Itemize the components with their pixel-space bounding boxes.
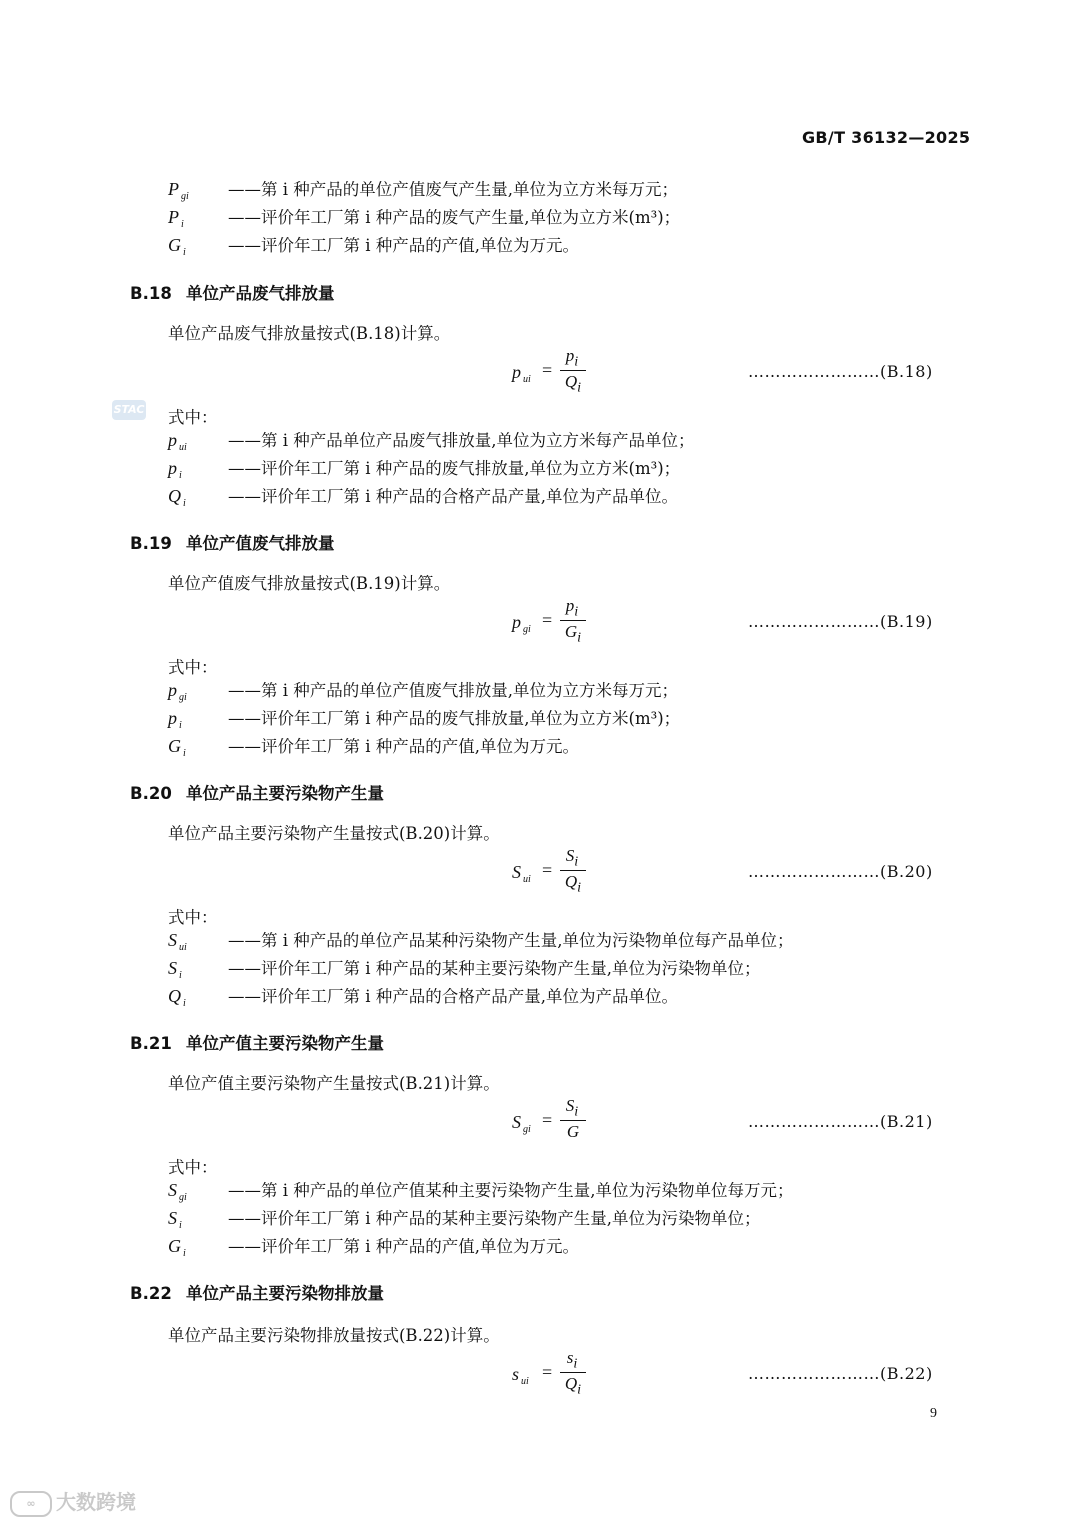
- formula: S $_{gi}$ = $S_i$ G: [512, 1100, 592, 1146]
- page-number: 9: [930, 1406, 937, 1421]
- symbol: p $_{gi}$: [168, 680, 187, 703]
- formula: s $_{ui}$ = $s_i$ $Q_i$: [512, 1352, 592, 1398]
- symbol: p $_i$: [168, 708, 182, 731]
- definition-line: S $_i$ ——评价年工厂第 i 种产品的某种主要污染物产生量,单位为污染物单位；: [168, 1207, 761, 1237]
- definition-line: G $_i$ ——评价年工厂第 i 种产品的产值,单位为万元。: [168, 735, 579, 765]
- stac-logo: STAC: [112, 400, 146, 420]
- definition-line: p $_{gi}$ ——第 i 种产品的单位产值废气排放量,单位为立方米每万元；: [168, 679, 678, 709]
- where-label: 式中：: [168, 408, 218, 427]
- definition-line: Q $_i$ ——评价年工厂第 i 种产品的合格产品产量,单位为产品单位。: [168, 485, 678, 515]
- paragraph: 单位产品废气排放量按式(B.18)计算。: [168, 324, 451, 343]
- equation-number: ……………………(B.20): [748, 862, 933, 881]
- definition-line: P $_i$ ——评价年工厂第 i 种产品的废气产生量,单位为立方米(m³)；: [168, 206, 680, 236]
- symbol: P $_{gi}$: [168, 179, 189, 202]
- formula: p $_{gi}$ = $p_i$ $G_i$: [512, 600, 592, 646]
- symbol: p $_i$: [168, 458, 182, 481]
- section-heading: B.19 单位产值废气排放量: [130, 534, 335, 553]
- definition-line: G $_i$ ——评价年工厂第 i 种产品的产值,单位为万元。: [168, 1235, 579, 1265]
- definition-line: p $_{ui}$ ——第 i 种产品单位产品废气排放量,单位为立方米每产品单位；: [168, 429, 695, 459]
- symbol: S $_{gi}$: [168, 1180, 187, 1203]
- equation-number: ……………………(B.19): [748, 612, 933, 631]
- definition-line: p $_i$ ——评价年工厂第 i 种产品的废气排放量,单位为立方米(m³)；: [168, 457, 680, 487]
- where-label: 式中：: [168, 908, 218, 927]
- watermark: ∞ 大数跨境: [10, 1486, 136, 1517]
- paragraph: 单位产值废气排放量按式(B.19)计算。: [168, 574, 451, 593]
- equation-number: ……………………(B.18): [748, 362, 933, 381]
- paragraph: 单位产品主要污染物产生量按式(B.20)计算。: [168, 824, 500, 843]
- symbol: S $_{ui}$: [168, 930, 187, 953]
- definition-line: P $_{gi}$ ——第 i 种产品的单位产值废气产生量,单位为立方米每万元；: [168, 178, 678, 208]
- paragraph: 单位产品主要污染物排放量按式(B.22)计算。: [168, 1326, 500, 1345]
- symbol: G $_i$: [168, 736, 186, 759]
- link-icon: ∞: [10, 1491, 52, 1517]
- definition-line: G $_i$ ——评价年工厂第 i 种产品的产值,单位为万元。: [168, 234, 579, 264]
- symbol: P $_i$: [168, 207, 184, 230]
- definition-line: p $_i$ ——评价年工厂第 i 种产品的废气排放量,单位为立方米(m³)；: [168, 707, 680, 737]
- symbol: G $_i$: [168, 235, 186, 258]
- paragraph: 单位产值主要污染物产生量按式(B.21)计算。: [168, 1074, 500, 1093]
- symbol: Q $_i$: [168, 486, 186, 509]
- equation-number: ……………………(B.21): [748, 1112, 933, 1131]
- where-label: 式中：: [168, 658, 218, 677]
- formula: S $_{ui}$ = $S_i$ $Q_i$: [512, 850, 592, 896]
- equation-number: ……………………(B.22): [748, 1364, 933, 1383]
- standard-code: GB/T 36132—2025: [802, 128, 971, 147]
- section-heading: B.20 单位产品主要污染物产生量: [130, 784, 384, 803]
- section-heading: B.22 单位产品主要污染物排放量: [130, 1284, 384, 1303]
- symbol: S $_i$: [168, 958, 182, 981]
- definition-line: S $_{ui}$ ——第 i 种产品的单位产品某种污染物产生量,单位为污染物单位每产品单位；: [168, 929, 794, 959]
- symbol: p $_{ui}$: [168, 430, 187, 453]
- formula: p $_{ui}$ = $p_i$ $Q_i$: [512, 350, 592, 396]
- section-heading: B.21 单位产值主要污染物产生量: [130, 1034, 384, 1053]
- definition-line: Q $_i$ ——评价年工厂第 i 种产品的合格产品产量,单位为产品单位。: [168, 985, 678, 1015]
- definition-line: S $_{gi}$ ——第 i 种产品的单位产值某种主要污染物产生量,单位为污染物单位每万元；: [168, 1179, 794, 1209]
- symbol: S $_i$: [168, 1208, 182, 1231]
- symbol: Q $_i$: [168, 986, 186, 1009]
- where-label: 式中：: [168, 1158, 218, 1177]
- section-heading: B.18 单位产品废气排放量: [130, 284, 335, 303]
- symbol: G $_i$: [168, 1236, 186, 1259]
- definition-line: S $_i$ ——评价年工厂第 i 种产品的某种主要污染物产生量,单位为污染物单位；: [168, 957, 761, 987]
